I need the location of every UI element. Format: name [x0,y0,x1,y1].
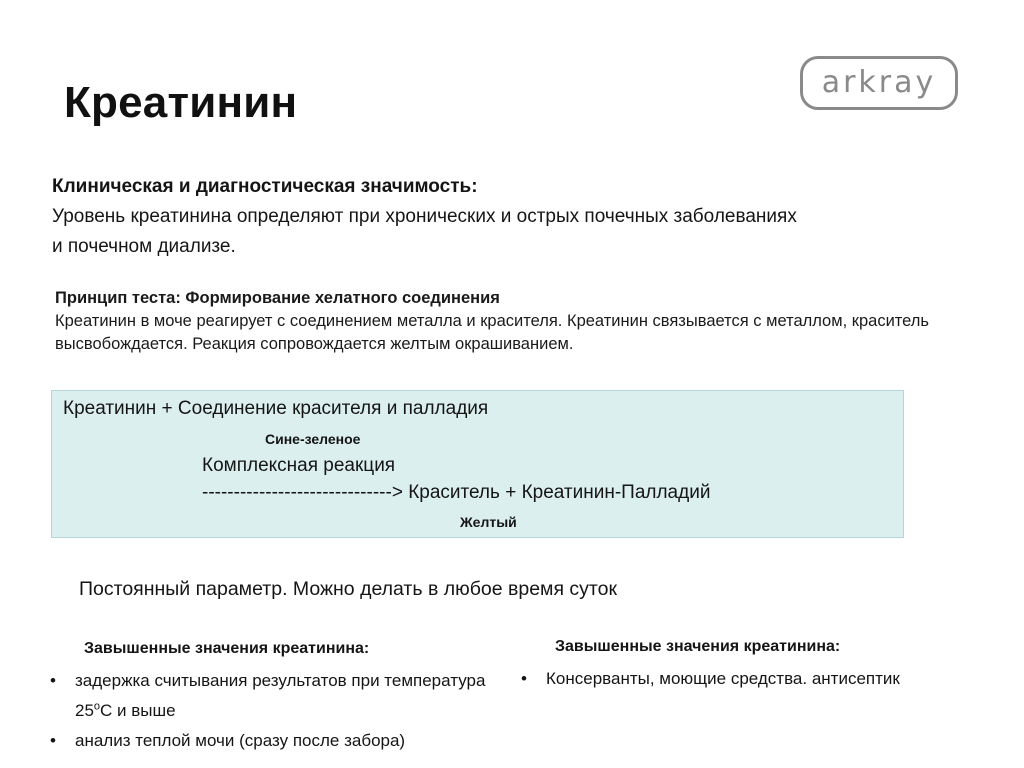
list-item: • анализ теплой мочи (сразу после забора) [50,726,490,756]
formula-color-blue-green: Сине-зеленое [265,431,361,447]
formula-line-complex: Комплексная реакция [202,455,396,476]
clinical-heading: Клиническая и диагностическая значимость: [52,176,478,197]
left-column-heading: Завышенные значения креатинина: [84,640,370,657]
reaction-formula-box [51,390,904,538]
formula-line-products: ------------------------------> Краситель + Креатинин-Палладий [202,482,711,503]
list-item: • задержка считывания результатов при температура 25$^o$С и выше [50,666,490,726]
list-item: • Консерванты, моющие средства. антисептик [521,664,961,694]
clinical-significance-section [52,172,812,262]
page-title: Креатинин [64,78,298,127]
formula-color-yellow: Желтый [460,514,517,530]
clinical-text: Уровень креатинина определяют при хронических и острых почечных заболеваниях и почечном диализе. [52,206,797,257]
arkray-logo [800,56,958,110]
principle-heading: Принцип теста: Формирование хелатного соединения [55,289,500,307]
formula-line-reactants: Креатинин + Соединение красителя и палладия [63,398,489,419]
left-bullet-list [50,666,490,756]
logo-text: arkray [821,65,937,100]
principle-text: Креатинин в моче реагирует с соединением металла и красителя. Креатинин связывается с металлом, краситель высвобождается. Реакция сопровождается желтым окрашиванием. [55,312,930,353]
constant-parameter-note: Постоянный параметр. Можно делать в любое время суток [79,578,618,600]
right-bullet-list [521,664,961,694]
right-column-heading: Завышенные значения креатинина: [555,638,841,655]
test-principle-section [55,287,935,356]
